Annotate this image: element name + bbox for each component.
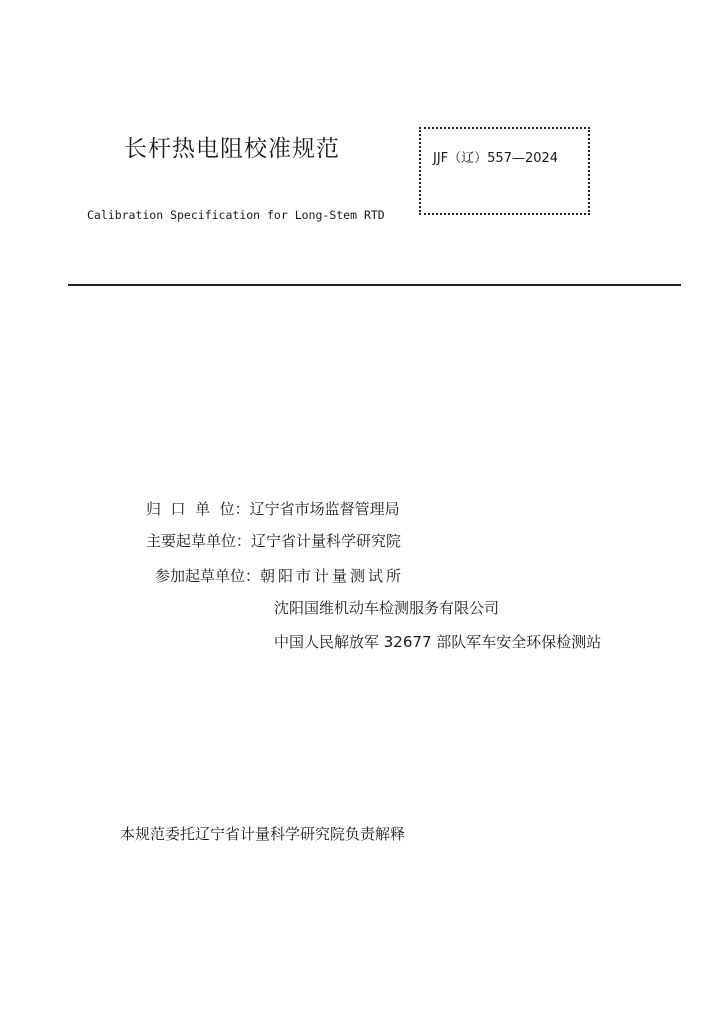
participating-drafter-row: [155, 565, 404, 586]
main-drafter-value: 辽宁省计量科学研究院: [251, 532, 402, 550]
title-chinese: 长杆热电阻校准规范: [124, 136, 340, 162]
participating-drafter-value-3: 中国人民解放军 32677 部队军车安全环保检测站: [274, 633, 602, 651]
participating-drafter-value-2: 沈阳国维机动车检测服务有限公司: [274, 599, 500, 617]
responsible-unit-label: 归 口 单 位：: [146, 500, 250, 518]
responsible-unit-row: [146, 498, 400, 519]
horizontal-rule: [68, 284, 681, 286]
standard-code-box: [419, 127, 590, 215]
interpretation-note: 本规范委托辽宁省计量科学研究院负责解释: [120, 825, 406, 843]
responsible-unit-value: 辽宁省市场监督管理局: [249, 500, 400, 518]
standard-code: JJF（辽）557—2024: [433, 151, 559, 166]
main-drafter-row: [146, 530, 401, 551]
participating-drafter-label: 参加起草单位：: [155, 567, 261, 585]
participating-drafter-value-1: 朝阳市计量测试所: [260, 567, 405, 585]
main-drafter-label: 主要起草单位：: [146, 532, 252, 550]
title-english: Calibration Specification for Long-Stem RTD: [87, 208, 385, 222]
